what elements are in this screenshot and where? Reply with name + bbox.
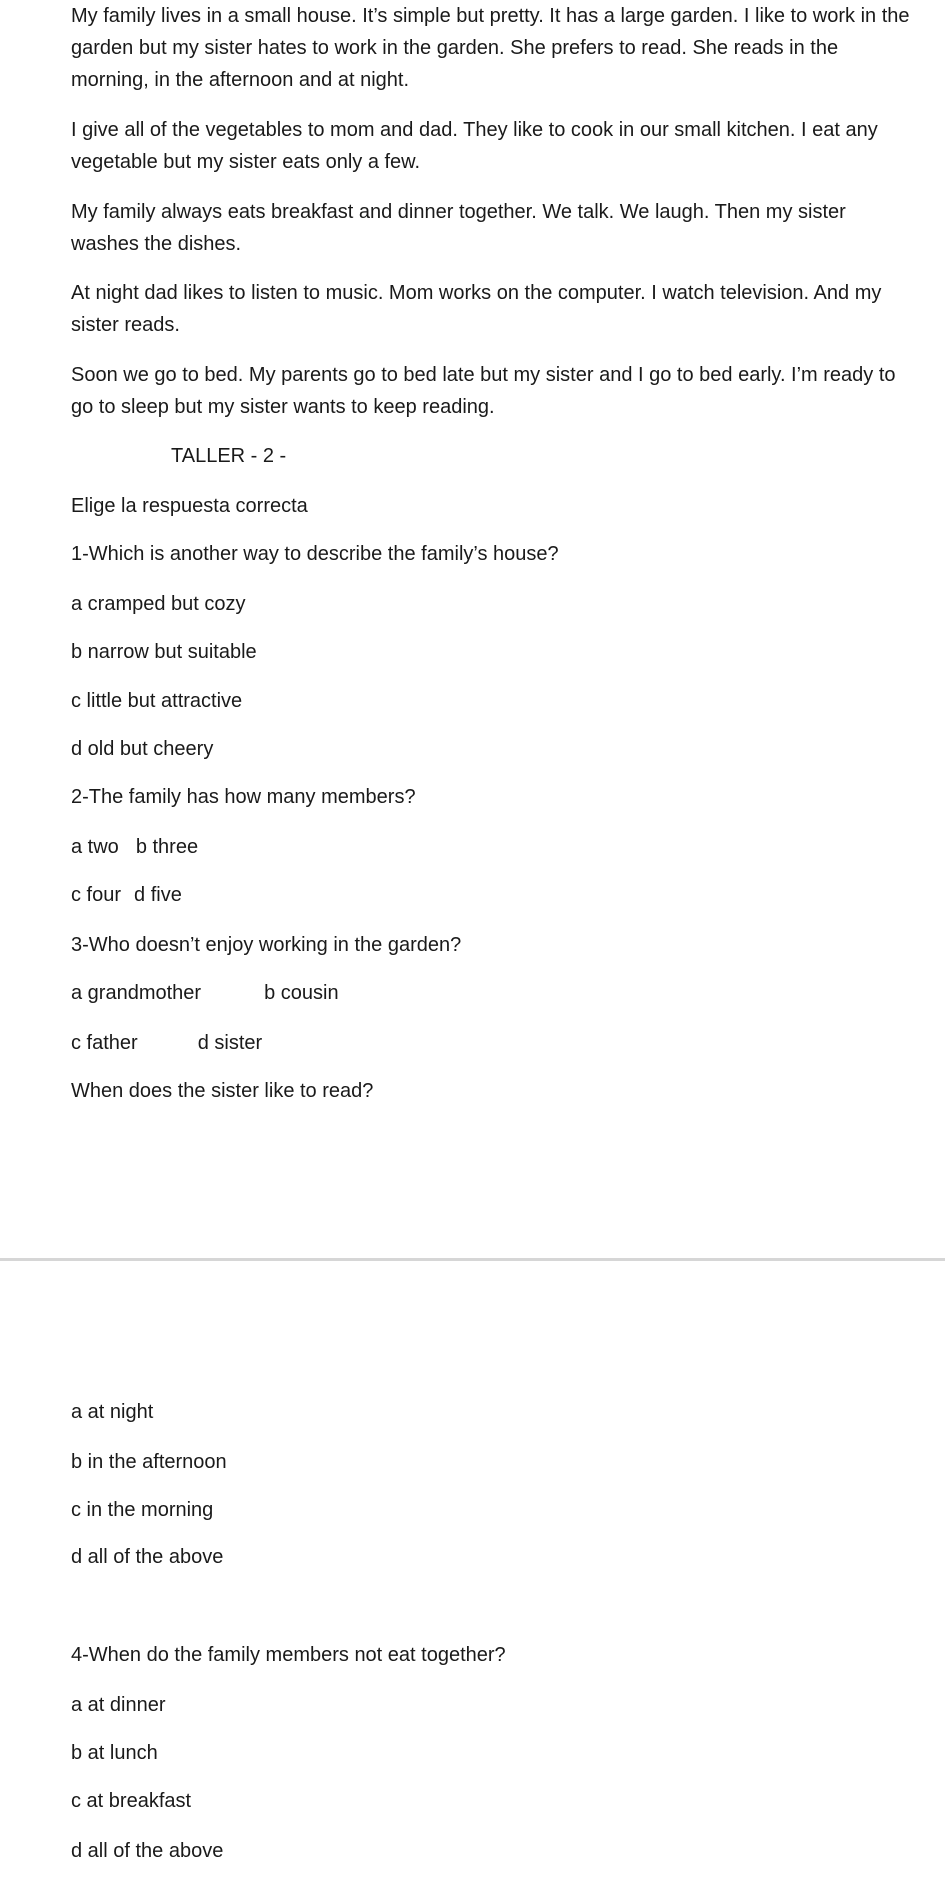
read-option-a: a at night [71, 1401, 154, 1423]
q2-option-d: d five [134, 884, 182, 906]
q3-options-row-2 [71, 1027, 262, 1059]
q3-option-a: a grandmother [71, 982, 202, 1004]
q1-option-a: a cramped but cozy [71, 593, 246, 615]
read-option-d: d all of the above [71, 1546, 224, 1568]
q4-option-b: b at lunch [71, 1742, 158, 1764]
q1-option-c: c little but attractive [71, 690, 243, 712]
q2-options-row-2 [71, 879, 182, 911]
q4-option-a: a at dinner [71, 1694, 166, 1716]
read-option-b: b in the afternoon [71, 1451, 227, 1473]
q3-option-b: b cousin [264, 982, 339, 1004]
worksheet-instruction: Elige la respuesta correcta [71, 495, 308, 517]
reading-paragraph-2: I give all of the vegetables to mom and dad. They like to cook in our small kitchen. I eat any vegetable but my sister eats only a few. [71, 119, 878, 173]
reading-paragraph-3: My family always eats breakfast and dinner together. We talk. We laugh. Then my sister washes the dishes. [71, 201, 846, 255]
q2-option-a: a two [71, 836, 119, 858]
q4-option-d: d all of the above [71, 1840, 224, 1862]
q4-option-c: c at breakfast [71, 1790, 192, 1812]
question-4: 4-When do the family members not eat together? [71, 1644, 506, 1666]
question-1: 1-Which is another way to describe the family’s house? [71, 543, 559, 565]
question-sister-reads: When does the sister like to read? [71, 1080, 374, 1102]
question-3: 3-Who doesn’t enjoy working in the garden? [71, 934, 462, 956]
question-2: 2-The family has how many members? [71, 786, 416, 808]
q2-options-row-1 [71, 831, 198, 863]
read-option-c: c in the morning [71, 1499, 214, 1521]
worksheet-title: TALLER - 2 - [171, 445, 287, 467]
q1-option-d: d old but cheery [71, 738, 214, 760]
q3-option-c: c father [71, 1032, 138, 1054]
document-page-2 [0, 1261, 945, 1891]
q2-option-b: b three [135, 836, 199, 858]
q1-option-b: b narrow but suitable [71, 641, 257, 663]
reading-paragraph-1: My family lives in a small house. It’s simple but pretty. It has a large garden. I like to work in the garden but my sister hates to work in the garden. She prefers to read. She reads in the morning, in the afternoon and at night. [71, 5, 910, 91]
q2-option-c: c four [71, 884, 122, 906]
q3-options-row-1 [71, 977, 339, 1009]
reading-paragraph-5: Soon we go to bed. My parents go to bed late but my sister and I go to bed early. I’m ready to go to sleep but my sister wants to keep reading. [71, 364, 896, 418]
q3-option-d: d sister [197, 1032, 263, 1054]
reading-paragraph-4: At night dad likes to listen to music. Mom works on the computer. I watch television. And my sister reads. [71, 282, 882, 336]
